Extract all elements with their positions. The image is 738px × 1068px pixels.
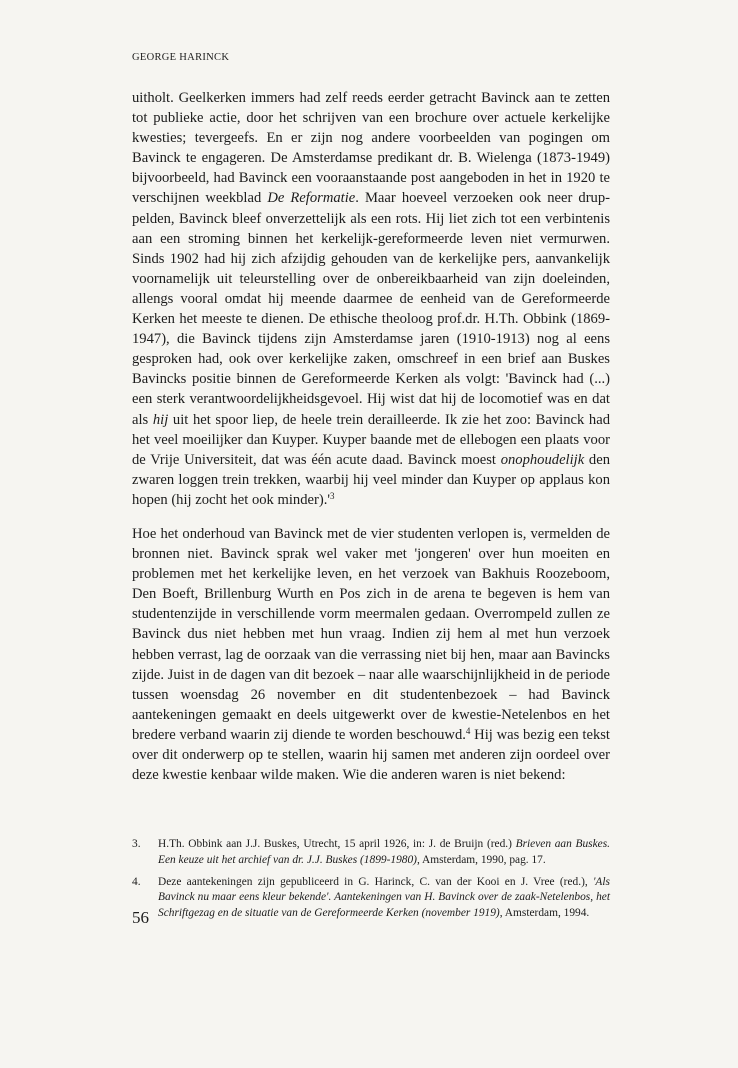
paragraph-text: den zwaren loggen trein trekken, waarbij hij veel minder dan Kuyper op applaus kon hopen (hij zocht het ook minder).'	[132, 451, 610, 508]
cited-work-title: Brieven aan Buskes. Een keuze uit het archief van dr. J.J. Buskes (1899-1980)	[158, 838, 610, 866]
page-content	[132, 52, 610, 928]
body-paragraph-2	[132, 524, 610, 785]
paragraph-text: uitholt. Geelkerken immers had zelf reeds eerder getracht Bavinck aan te zetten tot publieke actie, door het schrijven van een brochure over actuele kerkelijke kwesties; tevergeefs. En er zijn nog andere voorbeelden van pogingen om Bavinck te engageren. De Amsterdamse predikant dr. B. Wielenga (1873-1949) bijvoorbeeld, had Bavinck een vooraanstaande post aangeboden in het in 1920 te verschijnen weekblad	[132, 90, 610, 207]
footnote-text-part: H.Th. Obbink aan J.J. Buskes, Utrecht, 15 april 1926, in: J. de Bruijn (red.)	[158, 838, 516, 851]
emphasis-onophoudelijk: onophoudelijk	[500, 451, 585, 468]
cited-work-title: 'Als Bavinck nu maar eens kleur bekende'. Aantekeningen van H. Bavinck over de zaak-Netelenbos, het Schriftgezag en de situatie van de Gereformeerde Kerken (november 1919)	[158, 876, 610, 919]
footnote-number: 3.	[132, 838, 141, 851]
footnote-text-part: , Amsterdam, 1994.	[499, 906, 590, 919]
footnote-4	[132, 875, 610, 921]
paragraph-text: . Maar hoeveel verzoeken ook neer drup-pelden, Bavinck bleef onverzettelijk als een rots. Hij liet zich tot een verbintenis aan een stroming binnen het kerkelijk-gereformeerde leven niet vermurwen. Sinds 1902 had hij zich afzijdig gehouden van de kerkelijke pers, aanvankelijk voornamelijk uit teleurstelling over de onbereikbaarheid van zijn doeleinden, allengs vooral omdat hij meende daarmee de eenheid van de Gereformeerde Kerken het meeste te dienen. De ethische theoloog prof.dr. H.Th. Obbink (1869-1947), die Bavinck tijdens zijn Amsterdamse jaren (1910-1913) nog al eens gesproken had, ook over kerkelijke zaken, omschreef in een brief aan Buskes Bavincks positie binnen de Gereformeerde Kerken als volgt: 'Bavinck had (...) een sterk verantwoordelijkheidsgevoel. Hij wist dat hij de locomotief was en dat als	[132, 190, 611, 428]
emphasis-hij: hij	[152, 411, 169, 428]
journal-title: De Reformatie	[267, 190, 356, 207]
paragraph-text: Hoe het onderhoud van Bavinck met de vier studenten verlopen is, vermelden de bronnen niet. Bavinck sprak wel vaker met 'jongeren' over hun moeiten en problemen met het kerkelijke leven, en het verzoek van Bakhuis Roozeboom, Den Boeft, Brillenburg Wurth en Pos zich in de arena te begeven is hem van studentenzijde in verschillende vorm meermalen gedaan. Overrompeld zullen ze Bavinck dus niet hebben met hun vraag. Indien zij hem al met hun verzoek hebben verrast, lag de oorzaak van die verrassing niet bij hen, maar aan Bavincks zijde. Juist in de dagen van dit bezoek – naar alle waarschijnlijkheid in de periode tussen woensdag 26 november en dit studentenbezoek – had Bavinck aantekeningen gemaakt en deels uitgewerkt over de kwestie-Netelenbos en het bredere verband waarin zij diende te worden beschouwd.	[132, 525, 610, 743]
footnote-ref-3[interactable]: 3	[329, 490, 335, 501]
footnote-number: 4.	[132, 876, 141, 888]
footnote-text	[158, 837, 610, 868]
running-head: GEORGE HARINCK	[132, 52, 230, 63]
footnote-ref-4[interactable]: 4	[465, 725, 471, 736]
footnote-text-part: Deze aantekeningen zijn gepubliceerd in G. Harinck, C. van der Kooi en J. Vree (red.),	[158, 876, 593, 888]
footnotes	[132, 837, 610, 921]
paragraph-text: uit het spoor liep, de heele trein derailleerde. Ik zie het zoo: Bavinck had het veel moeilijker dan Kuyper. Kuyper baande met de ellebogen een plaats voor de Vrije Universiteit, dat was één acute daad. Bavinck moest	[132, 411, 610, 468]
body-paragraph-1	[132, 88, 610, 510]
footnote-3	[132, 837, 610, 868]
footnote-text-part: , Amsterdam, 1990, pag. 17.	[416, 853, 546, 866]
paragraph-text: Hij was bezig een tekst over dit onderwerp op te stellen, waarin hij samen met anderen zijn oordeel over deze kwestie kenbaar wilde maken. Wie die anderen waren is niet bekend:	[132, 726, 610, 784]
page-number: 56	[132, 908, 149, 927]
footnote-text	[158, 875, 610, 921]
